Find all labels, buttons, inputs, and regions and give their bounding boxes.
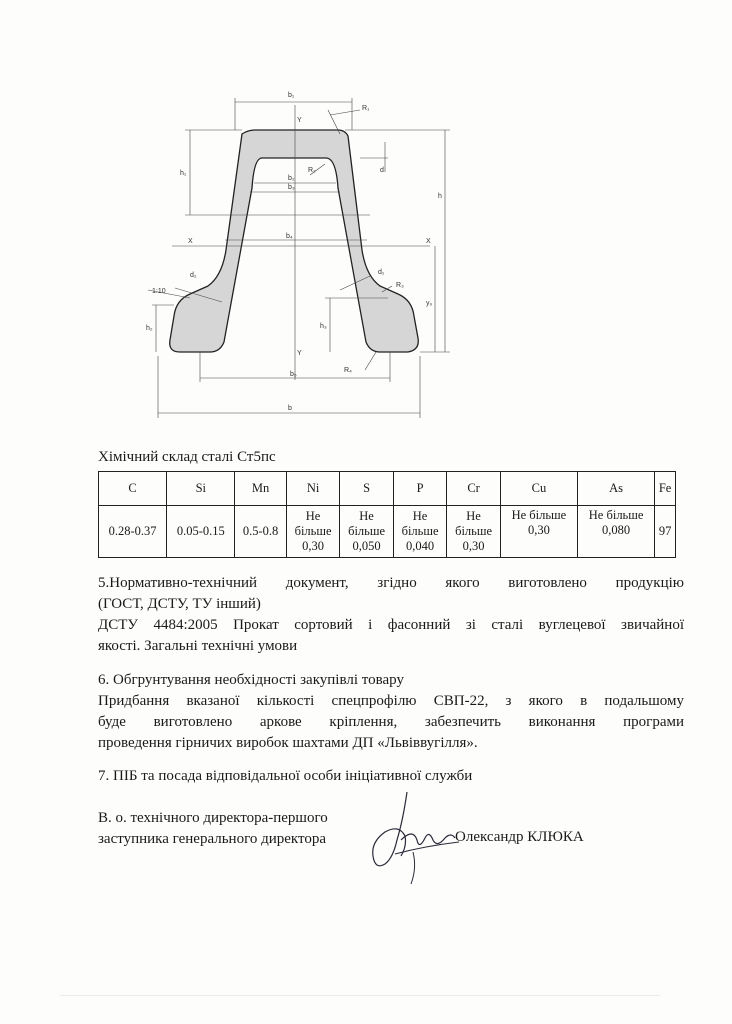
value-s-l2: більше [348,524,386,538]
value-as-l1: Не більше [588,508,644,522]
label-r1: R₁ [362,105,370,112]
header-p: P [393,472,447,506]
label-r2: R₂ [308,167,316,174]
label-b5: b₅ [290,371,297,378]
label-slope: 1:10 [152,288,166,295]
chemistry-values-row [99,506,676,558]
value-p [393,506,447,558]
value-ni-l2: більше [294,524,332,538]
value-fe-l1: 97 [658,524,672,538]
label-y-top: Y [297,117,302,124]
label-h2: h₂ [146,325,153,332]
section5-line3: ДСТУ 4484:2005 Прокат сортовий і фасонний зі сталі вуглецевої звичайної [98,617,684,633]
header-mn: Mn [235,472,286,506]
chemistry-table [98,471,676,558]
position-line2: заступника генерального директора [98,831,327,847]
label-r4: R₄ [344,367,352,374]
section7-title: 7. ПІБ та посада відповідальної особи ініціативної служби [98,768,473,784]
section6-line1: Придбання вказаної кількості спецпрофілю СВП-22, з якого в подальшому [98,693,684,709]
value-ni-l1: Не [305,509,321,523]
header-fe: Fe [655,472,676,506]
section5-line2: (ГОСТ, ДСТУ, ТУ інший) [98,596,261,612]
value-cu [500,506,577,558]
value-s [340,506,394,558]
scan-artifact-line [60,995,660,996]
handwritten-signature [355,780,485,890]
value-ni [286,506,340,558]
value-s-l1: Не [359,509,374,523]
section5-line4: якості. Загальні технічні умови [98,638,298,654]
position-line1: В. о. технічного директора-першого [98,810,328,826]
value-p-l3: 0,040 [406,539,435,553]
value-c-l1: 0.28-0.37 [108,524,157,538]
chemistry-header-row [99,472,676,506]
value-s-l3: 0,050 [352,539,381,553]
label-h: h [438,193,442,200]
value-si [167,506,235,558]
value-fe [655,506,676,558]
section5-line1: 5.Нормативно-технічний документ, згідно якого виготовлено продукцію [98,575,684,591]
section6-line2: буде виготовлено аркове кріплення, забезпечить виконання програми [98,714,684,730]
header-si: Si [167,472,235,506]
label-x-right: X [426,238,431,245]
label-b3: b₃ [288,184,295,191]
value-p-l1: Не [412,509,428,523]
label-d1: d₁ [378,269,385,276]
header-c: C [99,472,167,506]
label-h3: h₃ [320,323,327,330]
label-d: d [380,167,384,174]
value-cr-l3: 0,30 [462,539,485,553]
label-b: b [288,405,292,412]
label-h1: h₁ [180,170,187,177]
header-as: As [578,472,655,506]
label-b4: b₄ [286,233,293,240]
label-x-left: X [188,238,193,245]
value-cu-l1: Не більше [511,508,567,522]
label-b1: b₁ [288,92,295,99]
value-c [99,506,167,558]
value-cr-l2: більше [455,524,493,538]
label-b2: b₂ [288,175,295,182]
header-s: S [340,472,394,506]
value-cu-l2: 0,30 [527,523,550,537]
label-y0: y₀ [426,300,433,307]
value-p-l2: більше [401,524,439,538]
value-mn-l1: 0.5-0.8 [242,524,279,538]
value-si-l1: 0.05-0.15 [176,524,225,538]
value-cr [447,506,501,558]
label-d2: d₂ [190,272,197,279]
profile-cross-section-drawing [130,80,470,430]
section6-title: 6. Обгрунтування необхідності закупівлі товару [98,672,404,688]
value-mn [235,506,286,558]
label-r3: R₃ [396,282,404,289]
section6-line3: проведення гірничих виробок шахтами ДП «Львіввугілля». [98,735,478,751]
chemistry-title: Хімічний склад сталі Ст5пс [98,449,276,465]
section5-block [98,573,684,657]
value-as-l2: 0,080 [602,523,631,537]
profile-shape [170,130,419,352]
section6-block [98,670,684,754]
header-cu: Cu [500,472,577,506]
value-ni-l3: 0,30 [302,539,324,553]
value-as [578,506,655,558]
signatory-name: Олександр КЛЮКА [455,829,584,845]
header-cr: Cr [447,472,501,506]
header-ni: Ni [286,472,340,506]
value-cr-l1: Не [466,509,481,523]
label-y-bottom: Y [297,350,302,357]
signatory-position [98,808,328,850]
